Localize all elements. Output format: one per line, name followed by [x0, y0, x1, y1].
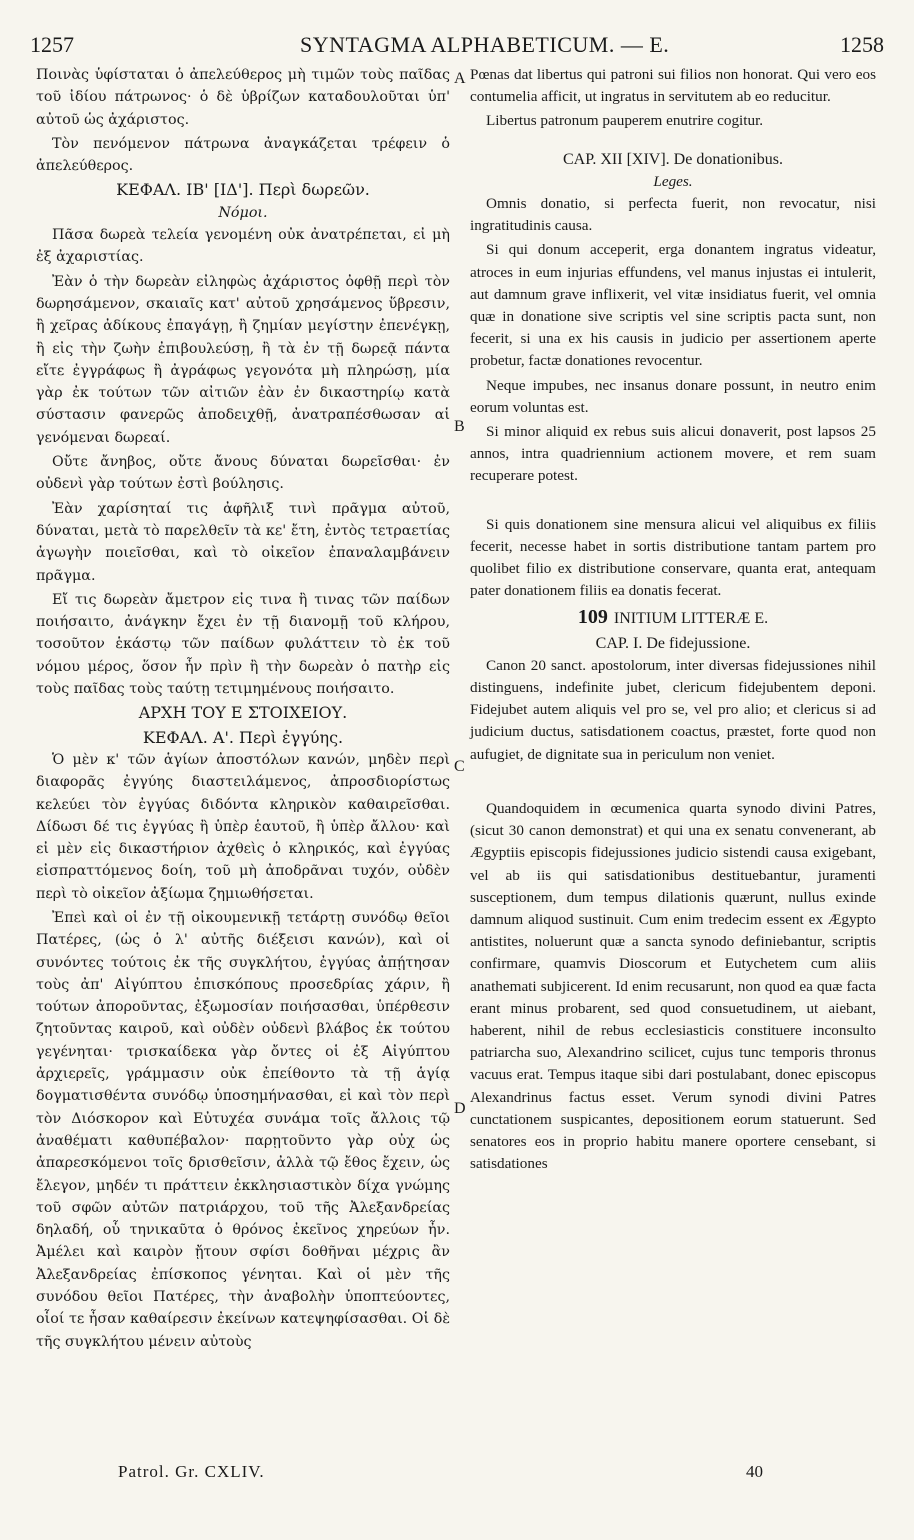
margin-marker-b: B — [454, 418, 465, 435]
latin-chapter-heading: CAP. I. De fidejussione. — [595, 634, 751, 652]
latin-paragraph: Si minor aliquid ex rebus suis alicui donaverit, post lapsos 25 annos, intra quadriennium actionem movere, et rem suam recuperare potest. — [470, 423, 876, 485]
latin-paragraph: Si quis donationem sine mensura alicui vel aliquibus ex filiis fecerit, necesse habet in sortis distributione tantam partem pro quolibet filio ex distributione conservare, quanta erat, antequam pater donationem filiis ea donatis fecerat. — [470, 515, 876, 600]
greek-subheading: Νόμοι. — [218, 204, 268, 221]
greek-section-heading: ΑΡΧΗ ΤΟΥ Ε ΣΤΟΙΧΕΙΟΥ. — [138, 703, 348, 723]
page-number-left: 1257 — [30, 32, 74, 57]
greek-column — [36, 64, 450, 1355]
latin-paragraph: Si qui donum acceperit, erga donantem ingratus videatur, atroces in eum injurias effundens, vel manus injustas ei intulerit, aut damnum grave inflixerit, vel vitæ insidiatus fuerit, vel omnia quæ in donatione sive scriptis vel sine scriptis pacta sunt, non fecerit, si una ex his causis in judicio per assertionem aperte probetur, factæ donationes revocentur. — [470, 241, 876, 370]
greek-chapter-heading: ΚΕΦΑΛ. Α'. Περὶ ἐγγύης. — [142, 727, 344, 747]
latin-paragraph: Quandoquidem in œcumenica quarta synodo divini Patres, (sicut 30 canon demonstrat) et qui una ex senatu convenerant, ab Ægyptiis episcopis fidejussiones judicio sistendi causa exigebant, vel ab iis qui satisdationibus destituebantur, juramenti susceptionem, dum tempus dilationis quærunt, nullus exinde damnum aliquod sustinuit. Cum enim tredecim essent ex Ægypto antistites, noluerunt quæ a sancta synodo definiebantur, scriptis confirmare, quamvis Dioscorum et Eutychetem cum aliis anathemati subjicerent. Id enim recusarunt, non quod ea quæ facta erant minus probarent, sed quod consuetudinem, ut aiebant, haberent, nihil de rebus ecclesiasticis constituere inconsulto patriarcha suo, Alexandrino scilicet, cujus tunc temporis thronus vacuus erat. Tempus itaque sibi dari postulabant, donec episcopus Alexandrinus factus esset. Verum synodi divini Patres cunctationem suspicantes, depositionem eorum statuerunt. Sed senatores eos in proprio habitu manere oportere censebant, si satisdationes — [470, 799, 876, 1173]
running-title: SYNTAGMA ALPHABETICUM. — E. — [300, 32, 670, 57]
latin-paragraph: Neque impubes, nec insanus donare possunt, in neutro enim eorum voluntas est. — [470, 376, 876, 416]
initium-title: INITIUM LITTERÆ E. — [613, 610, 769, 628]
greek-paragraph: Ποινὰς ὑφίσταται ὁ ἀπελεύθερος μὴ τιμῶν τοὺς παῖδας τοῦ ἰδίου πάτρωνος· ὁ δὲ ὑβρίζων καταδουλοῦται ὑπ' αὐτοῦ ὡς ἀχάριστος. — [36, 67, 450, 128]
greek-paragraph: Ὁ μὲν κ' τῶν ἁγίων ἀποστόλων κανών, μηδὲν περὶ διαφορᾶς ἐγγύης διαστειλάμενος, ἀπροσδιορίστως κελεύει τὸν ἐγγύας διδόντα κληρικὸν καθαιρεῖσθαι. Δίδωσι δέ τις ἐγγύας ἢ ὑπὲρ ἑαυτοῦ, ἢ ὑπὲρ ἄλλου· καὶ εἰ μὲν εἰς δικαστήριον ἀχθεὶς ὁ κληρικός, καὶ ἐγγύας εἰσπραττόμενος δοίη, τοῦ μὴ ἀποδρᾶναι τυχόν, οὐδὲν περὶ τὸ οἰκεῖον ἀξίωμα ζημιωθήσεται. — [36, 751, 450, 902]
latin-paragraph: Libertus patronum pauperem enutrire cogitur. — [486, 112, 764, 130]
latin-chapter-heading: CAP. XII [XIV]. De donationibus. — [563, 150, 783, 168]
greek-paragraph: Ἐὰν ὁ τὴν δωρεὰν εἰληφὼς ἀχάριστος ὀφθῇ περὶ τὸν δωρησάμενον, σκαιαῖς κατ' αὐτοῦ χρησάμενος ὕβρεσιν, ἢ χεῖρας ἀδίκους ἐπαγάγῃ, ἢ ζημίαν μεγίστην ἐπενέγκῃ, ἢ εἰς τὴν ζωὴν ἐπιβουλεύσῃ, ἢ τὰ ἐν τῇ δωρεᾷ πάντα εἴτε ἐγγράφως ἢ ἀγράφως γεγονότα μὴ πληρώσῃ, μία γὰρ ἐκ τούτων τῶν αἰτιῶν ἐὰν ἐν δικαστηρίῳ κατὰ σύστασιν φανερῶς ἀποδειχθῇ, ἀνατραπέσθωσαν αἱ γενόμεναι δωρεαί. — [36, 273, 450, 446]
latin-column — [470, 64, 876, 1177]
latin-paragraph: Canon 20 sanct. apostolorum, inter diversas fidejussiones nihil distinguens, indefinite jubet, clericum fidejubentem deponi. Fidejubet autem aliquis vel pro se, vel pro alio; et clericus si ad judicium ductus, satisdationem coactus, præstet, forte quod non aufugiet, de dignitate sua in periculum non veniet. — [470, 656, 876, 763]
volume-signature: Patrol. Gr. CXLIV. — [118, 1462, 265, 1481]
greek-paragraph: Ἐπεὶ καὶ οἱ ἐν τῇ οἰκουμενικῇ τετάρτῃ συνόδῳ θεῖοι Πατέρες, (ὡς ὁ λ' αὐτῆς διέξεισι κανών), καὶ οἱ συνόντες τούτοις ἐκ τῆς συγκλήτου, ἐγγύας ἀπῄτησαν τοὺς ἀπ' Αἰγύπτου ἐπισκόπους προσεδρίας χάριν, ἢ τούτων ἀποροῦντας, ἐξωμοσίαν ποιήσασθαι, ὑπέρθεσιν ζητοῦντας καιροῦ, καὶ οὐδὲν οὐδενὶ βλάβος ἐκ τούτου γεγένηται· τρισκαίδεκα γὰρ ὄντες οἱ ἐξ Αἰγύπτου ἀρχιερεῖς, γράμμασιν οὐκ ἐπείθοντο τὰ τῇ ἁγίᾳ δογματισθέντα συνόδῳ ὑποσημήνασθαι, εἰ καὶ τὸν περὶ τὸν Διόσκορον καὶ Εὐτυχέα συνάμα τοῖς ἄλλοις τῷ ἀναθέματι καθυπέβαλον· παρῃτοῦντο γὰρ οὐχ ὡς ἀπαρεσκόμενοι τοῖς δρισθεῖσιν, ἀλλὰ τῷ ἔθος ἔχειν, ὡς ἔλεγον, μηδέν τι πράττειν ἐκκλησιαστικὸν δίχα γνώμης τοῦ σφῶν αὐτῶν πατριάρχου, τοῦ τῆς Ἀλεξανδρείας δηλαδή, οὗ τηνικαῦτα ὁ θρόνος ἐκεῖνος χηρεύων ἦν. Ἀμέλει καὶ καιρὸν ᾔτουν σφίσι δοθῆναι μέχρις ἂν Ἀλεξανδρείας ἐπίσκοπος γένηται. Καὶ οἱ μὲν τῆς συνόδου θεῖοι Πατέρες, τὴν ἀναβολὴν ὑποπτεύοντες, οἷοί τε ἦσαν καθαίρεσιν ἐκείνων κατεψηφίσασθαι. Οἱ δὲ τῆς συγκλήτου μένειν αὐτοὺς — [36, 909, 450, 1350]
latin-paragraph: Pœnas dat libertus qui patroni sui filios non honorat. Qui vero eos contumelia afficit, ut ingratus in servitutem ab eo reducitur. — [470, 66, 876, 106]
greek-chapter-heading: ΚΕΦΑΛ. ΙΒ' [ΙΔ']. Περὶ δωρεῶν. — [116, 180, 370, 200]
greek-paragraph: Ἐὰν χαρίσηταί τις ἀφῆλιξ τινὶ πρᾶγμα αὐτοῦ, δύναται, μετὰ τὸ παρελθεῖν τὰ κε' ἔτη, ἐντὸς τετραετίας ἀγωγὴν ποιεῖσθαι, καὶ τὸ οἰκεῖον ἐπαναλαμβάνειν πρᾶγμα. — [36, 500, 450, 584]
greek-paragraph: Εἴ τις δωρεὰν ἄμετρον εἰς τινα ἢ τινας τῶν παίδων ποιήσαιτο, ἀνάγκην ἔχει ἐν τῇ διανομῇ τοῦ κλήρου, τοσοῦτον ἑκάστῳ τῶν παίδων φυλάττειν τὸ ἐκ τοῦ νόμου μέρος, ὅσον ἦν πρὶν ἢ τὴν δωρεὰν ὁ πατὴρ εἰς τοὺς παῖδας τοὺς ταύτῃ τετιμημένους ποιήσαιτο. — [36, 591, 450, 698]
page-footer — [0, 1462, 914, 1492]
page-number-right: 1258 — [840, 32, 884, 57]
margin-marker-a: A — [454, 70, 466, 87]
page-header — [0, 18, 914, 57]
column-number: 109 — [577, 606, 608, 629]
greek-paragraph: Τὸν πενόμενον πάτρωνα ἀναγκάζεται τρέφειν ὁ ἀπελεύθερος. — [36, 135, 450, 175]
latin-subheading: Leges. — [653, 172, 693, 190]
latin-paragraph: Omnis donatio, si perfecta fuerit, non revocatur, nisi ingratitudinis causa. — [470, 195, 876, 235]
margin-marker-d: D — [454, 1100, 466, 1117]
margin-marker-c: C — [454, 758, 465, 775]
greek-paragraph: Πᾶσα δωρεὰ τελεία γενομένη οὐκ ἀνατρέπεται, εἰ μὴ ἐξ ἀχαριστίας. — [36, 227, 450, 266]
latin-section-heading — [470, 606, 876, 630]
sheet-number: 40 — [746, 1462, 763, 1481]
greek-paragraph: Οὔτε ἄνηβος, οὔτε ἄνους δύναται δωρεῖσθαι· ἐν οὐδενὶ γὰρ τούτων ἐστὶ βούλησις. — [36, 454, 450, 493]
